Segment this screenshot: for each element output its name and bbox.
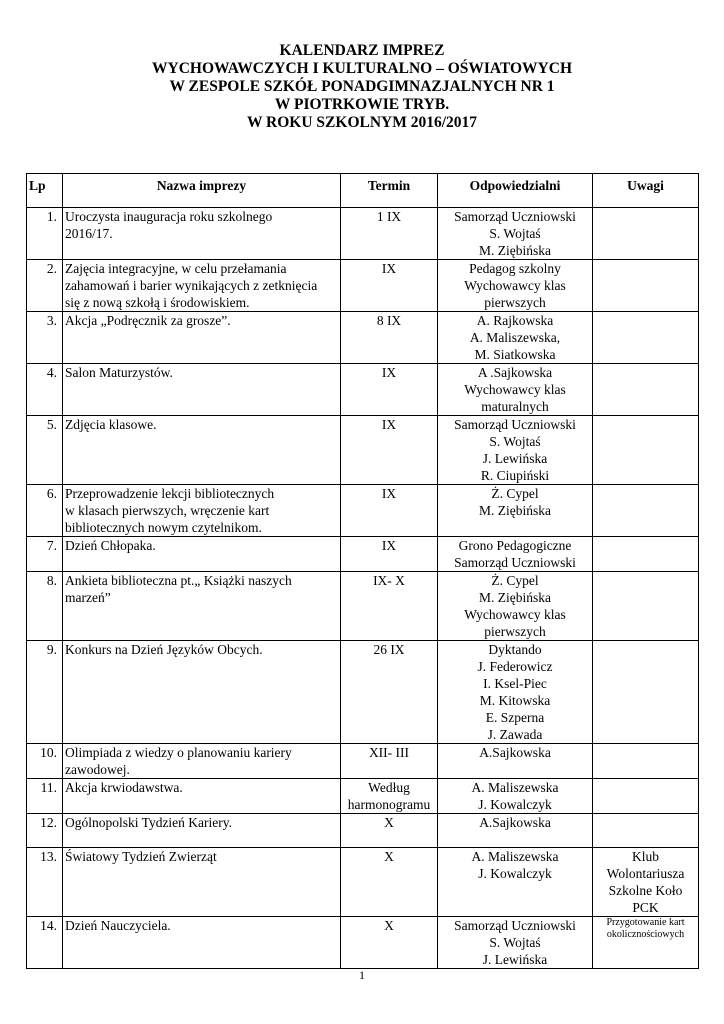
cell-lp: 8. bbox=[27, 572, 63, 641]
title-line: WYCHOWAWCZYCH I KULTURALNO – OŚWIATOWYCH bbox=[152, 60, 572, 77]
cell-responsible-line: M. Siatkowska bbox=[474, 347, 556, 362]
cell-term bbox=[341, 779, 438, 814]
cell-responsible-line: A. Maliszewska, bbox=[469, 330, 561, 345]
cell-responsible-line: R. Ciupiński bbox=[480, 468, 550, 483]
cell-responsible bbox=[438, 779, 593, 814]
cell-responsible bbox=[438, 364, 593, 416]
table-row bbox=[27, 416, 699, 485]
cell-responsible-line: Samorząd Uczniowski bbox=[454, 417, 576, 432]
cell-term-line: IX bbox=[381, 486, 397, 501]
cell-responsible-line: J. Kowalczyk bbox=[478, 797, 552, 812]
cell-term bbox=[341, 312, 438, 364]
cell-notes bbox=[593, 744, 699, 779]
cell-name-line: Zajęcia integracyjne, w celu przełamania bbox=[65, 261, 287, 276]
cell-notes-line: PCK bbox=[632, 900, 659, 915]
cell-name-line: Światowy Tydzień Zwierząt bbox=[65, 849, 217, 864]
cell-responsible-line: J. Lewińska bbox=[482, 952, 548, 967]
cell-responsible-line: J. Federowicz bbox=[477, 659, 553, 674]
cell-responsible-line: M. Kitowska bbox=[479, 693, 551, 708]
cell-notes bbox=[593, 537, 699, 572]
cell-term bbox=[341, 572, 438, 641]
cell-responsible bbox=[438, 485, 593, 537]
cell-responsible-line: M. Ziębińska bbox=[479, 243, 551, 258]
header-notes: Uwagi bbox=[593, 174, 699, 208]
cell-responsible-line: Samorząd Uczniowski bbox=[454, 918, 576, 933]
cell-lp: 1. bbox=[27, 208, 63, 260]
cell-term-line: 1 IX bbox=[376, 209, 402, 224]
cell-lp: 5. bbox=[27, 416, 63, 485]
header-responsible: Odpowiedzialni bbox=[438, 174, 593, 208]
cell-responsible-line: pierwszych bbox=[484, 295, 546, 310]
cell-responsible-line: S. Wojtaś bbox=[489, 226, 541, 241]
cell-name-line: zawodowej. bbox=[65, 762, 130, 777]
table-row bbox=[27, 641, 699, 744]
page-number: 1 bbox=[359, 968, 365, 982]
cell-term-line: IX bbox=[381, 417, 397, 432]
cell-name-line: Zdjęcia klasowe. bbox=[65, 417, 157, 432]
events-table bbox=[26, 173, 699, 969]
cell-term-line: IX bbox=[381, 538, 397, 553]
cell-notes-line: Klub bbox=[632, 849, 659, 864]
cell-responsible-line: E. Szperna bbox=[485, 710, 545, 725]
cell-lp: 2. bbox=[27, 260, 63, 312]
cell-name bbox=[63, 814, 341, 848]
cell-lp: 10. bbox=[27, 744, 63, 779]
cell-responsible-line: Ż. Cypel bbox=[491, 573, 539, 588]
cell-responsible-line: maturalnych bbox=[481, 399, 549, 414]
cell-notes bbox=[593, 917, 699, 969]
cell-term-line: IX bbox=[381, 261, 397, 276]
cell-responsible bbox=[438, 260, 593, 312]
table-row bbox=[27, 208, 699, 260]
cell-name-line: Uroczysta inauguracja roku szkolnego bbox=[65, 209, 273, 224]
cell-term-line: X bbox=[384, 918, 394, 933]
cell-term-line: Według bbox=[368, 780, 410, 795]
cell-name bbox=[63, 572, 341, 641]
cell-notes bbox=[593, 848, 699, 917]
cell-responsible-line: M. Ziębińska bbox=[479, 503, 551, 518]
header-term: Termin bbox=[341, 174, 438, 208]
cell-term-line: 8 IX bbox=[376, 313, 402, 328]
table-row bbox=[27, 744, 699, 779]
cell-term bbox=[341, 814, 438, 848]
cell-notes bbox=[593, 485, 699, 537]
cell-name-line: w klasach pierwszych, wręczenie kart bbox=[65, 503, 270, 518]
title-line: W ROKU SZKOLNYM 2016/2017 bbox=[246, 114, 478, 131]
cell-responsible bbox=[438, 744, 593, 779]
cell-responsible-line: J. Kowalczyk bbox=[478, 866, 552, 881]
cell-notes bbox=[593, 572, 699, 641]
cell-term-line: harmonogramu bbox=[347, 797, 431, 812]
cell-responsible-line: Wychowawcy klas bbox=[464, 382, 566, 397]
cell-lp: 9. bbox=[27, 641, 63, 744]
cell-name-line: zahamowań i barier wynikających z zetknięcia bbox=[65, 278, 318, 293]
cell-name bbox=[63, 208, 341, 260]
cell-name bbox=[63, 641, 341, 744]
cell-responsible-line: A .Sajkowska bbox=[477, 365, 553, 380]
cell-term bbox=[341, 744, 438, 779]
cell-responsible-line: J. Lewińska bbox=[482, 451, 548, 466]
cell-notes bbox=[593, 364, 699, 416]
cell-name-line: Akcja „Podręcznik za grosze”. bbox=[65, 313, 231, 328]
cell-responsible bbox=[438, 848, 593, 917]
cell-lp: 7. bbox=[27, 537, 63, 572]
cell-term-line: X bbox=[384, 849, 394, 864]
cell-responsible-line: S. Wojtaś bbox=[489, 935, 541, 950]
cell-term-line: IX bbox=[381, 365, 397, 380]
cell-responsible bbox=[438, 416, 593, 485]
table-row bbox=[27, 814, 699, 848]
cell-name bbox=[63, 260, 341, 312]
table-row bbox=[27, 848, 699, 917]
table-row bbox=[27, 779, 699, 814]
cell-responsible-line: Samorząd Uczniowski bbox=[454, 555, 576, 570]
cell-responsible-line: Ż. Cypel bbox=[491, 486, 539, 501]
cell-name bbox=[63, 364, 341, 416]
cell-notes bbox=[593, 208, 699, 260]
cell-term-line: IX- X bbox=[373, 573, 405, 588]
cell-responsible-line: I. Ksel-Piec bbox=[483, 676, 547, 691]
cell-lp: 3. bbox=[27, 312, 63, 364]
table-row bbox=[27, 537, 699, 572]
cell-term bbox=[341, 416, 438, 485]
cell-responsible-line: M. Ziębińska bbox=[479, 590, 551, 605]
cell-name-line: się z nową szkołą i środowiskiem. bbox=[65, 295, 250, 310]
cell-responsible bbox=[438, 917, 593, 969]
cell-name-line: Salon Maturzystów. bbox=[65, 365, 173, 380]
cell-name bbox=[63, 744, 341, 779]
cell-name-line: Ankieta biblioteczna pt.„ Książki naszych bbox=[65, 573, 292, 588]
title-line: KALENDARZ IMPREZ bbox=[279, 42, 445, 59]
cell-name-line: 2016/17. bbox=[65, 226, 113, 241]
cell-notes bbox=[593, 312, 699, 364]
cell-notes-line: Przygotowanie kart bbox=[606, 917, 685, 928]
cell-name bbox=[63, 485, 341, 537]
table-row bbox=[27, 572, 699, 641]
cell-lp: 6. bbox=[27, 485, 63, 537]
cell-name-line: Dzień Nauczyciela. bbox=[65, 918, 171, 933]
cell-lp: 4. bbox=[27, 364, 63, 416]
document-title bbox=[0, 42, 724, 132]
title-line: W PIOTRKOWIE TRYB. bbox=[274, 96, 450, 113]
cell-term-line: 26 IX bbox=[373, 642, 405, 657]
cell-name-line: Ogólnopolski Tydzień Kariery. bbox=[65, 815, 233, 830]
cell-notes bbox=[593, 779, 699, 814]
cell-name-line: Przeprowadzenie lekcji bibliotecznych bbox=[65, 486, 275, 501]
cell-responsible-line: A.Sajkowska bbox=[479, 815, 551, 830]
cell-responsible-line: Dyktando bbox=[488, 642, 542, 657]
cell-term bbox=[341, 848, 438, 917]
cell-name-line: Dzień Chłopaka. bbox=[65, 538, 156, 553]
cell-responsible bbox=[438, 537, 593, 572]
cell-lp: 14. bbox=[27, 917, 63, 969]
cell-name-line: marzeń” bbox=[65, 590, 111, 605]
cell-name bbox=[63, 917, 341, 969]
cell-notes bbox=[593, 260, 699, 312]
cell-term bbox=[341, 537, 438, 572]
cell-term bbox=[341, 364, 438, 416]
cell-responsible-line: J. Zawada bbox=[487, 727, 543, 742]
cell-lp: 11. bbox=[27, 779, 63, 814]
cell-notes bbox=[593, 814, 699, 848]
cell-term bbox=[341, 208, 438, 260]
cell-responsible bbox=[438, 641, 593, 744]
cell-lp: 12. bbox=[27, 814, 63, 848]
title-line: W ZESPOLE SZKÓŁ PONADGIMNAZJALNYCH NR 1 bbox=[169, 78, 555, 95]
cell-name-line: Konkurs na Dzień Języków Obcych. bbox=[65, 642, 263, 657]
cell-term-line: X bbox=[384, 815, 394, 830]
cell-responsible bbox=[438, 208, 593, 260]
cell-responsible-line: Samorząd Uczniowski bbox=[454, 209, 576, 224]
header-lp: Lp bbox=[27, 174, 63, 208]
cell-responsible-line: Pedagog szkolny bbox=[469, 261, 561, 276]
cell-responsible-line: pierwszych bbox=[484, 624, 546, 639]
cell-name bbox=[63, 416, 341, 485]
cell-responsible-line: A.Sajkowska bbox=[479, 745, 551, 760]
cell-responsible-line: A. Maliszewska bbox=[471, 849, 559, 864]
table-row bbox=[27, 917, 699, 969]
cell-term bbox=[341, 485, 438, 537]
cell-responsible-line: A. Rajkowska bbox=[476, 313, 554, 328]
cell-name bbox=[63, 848, 341, 917]
cell-name bbox=[63, 537, 341, 572]
cell-term bbox=[341, 260, 438, 312]
table-row bbox=[27, 364, 699, 416]
cell-notes-line: Wolontariusza bbox=[606, 866, 685, 881]
cell-name bbox=[63, 779, 341, 814]
cell-term bbox=[341, 917, 438, 969]
cell-responsible bbox=[438, 312, 593, 364]
header-name: Nazwa imprezy bbox=[63, 174, 341, 208]
cell-notes bbox=[593, 641, 699, 744]
cell-responsible-line: S. Wojtaś bbox=[489, 434, 541, 449]
cell-name-line: bibliotecznych nowym czytelnikom. bbox=[65, 520, 262, 535]
cell-lp: 13. bbox=[27, 848, 63, 917]
cell-name-line: Akcja krwiodawstwa. bbox=[65, 780, 183, 795]
cell-notes-line: Szkolne Koło bbox=[608, 883, 683, 898]
cell-notes bbox=[593, 416, 699, 485]
cell-name bbox=[63, 312, 341, 364]
cell-term bbox=[341, 641, 438, 744]
cell-term-line: XII- III bbox=[368, 745, 410, 760]
cell-responsible-line: Grono Pedagogiczne bbox=[458, 538, 572, 553]
table-row bbox=[27, 260, 699, 312]
cell-name-line: Olimpiada z wiedzy o planowaniu kariery bbox=[65, 745, 292, 760]
table-row bbox=[27, 312, 699, 364]
cell-responsible-line: A. Maliszewska bbox=[471, 780, 559, 795]
cell-notes-line: okolicznościowych bbox=[606, 929, 685, 940]
cell-responsible-line: Wychowawcy klas bbox=[464, 278, 566, 293]
table-row bbox=[27, 485, 699, 537]
cell-responsible bbox=[438, 572, 593, 641]
cell-responsible bbox=[438, 814, 593, 848]
cell-responsible-line: Wychowawcy klas bbox=[464, 607, 566, 622]
table-header-row bbox=[27, 174, 699, 208]
